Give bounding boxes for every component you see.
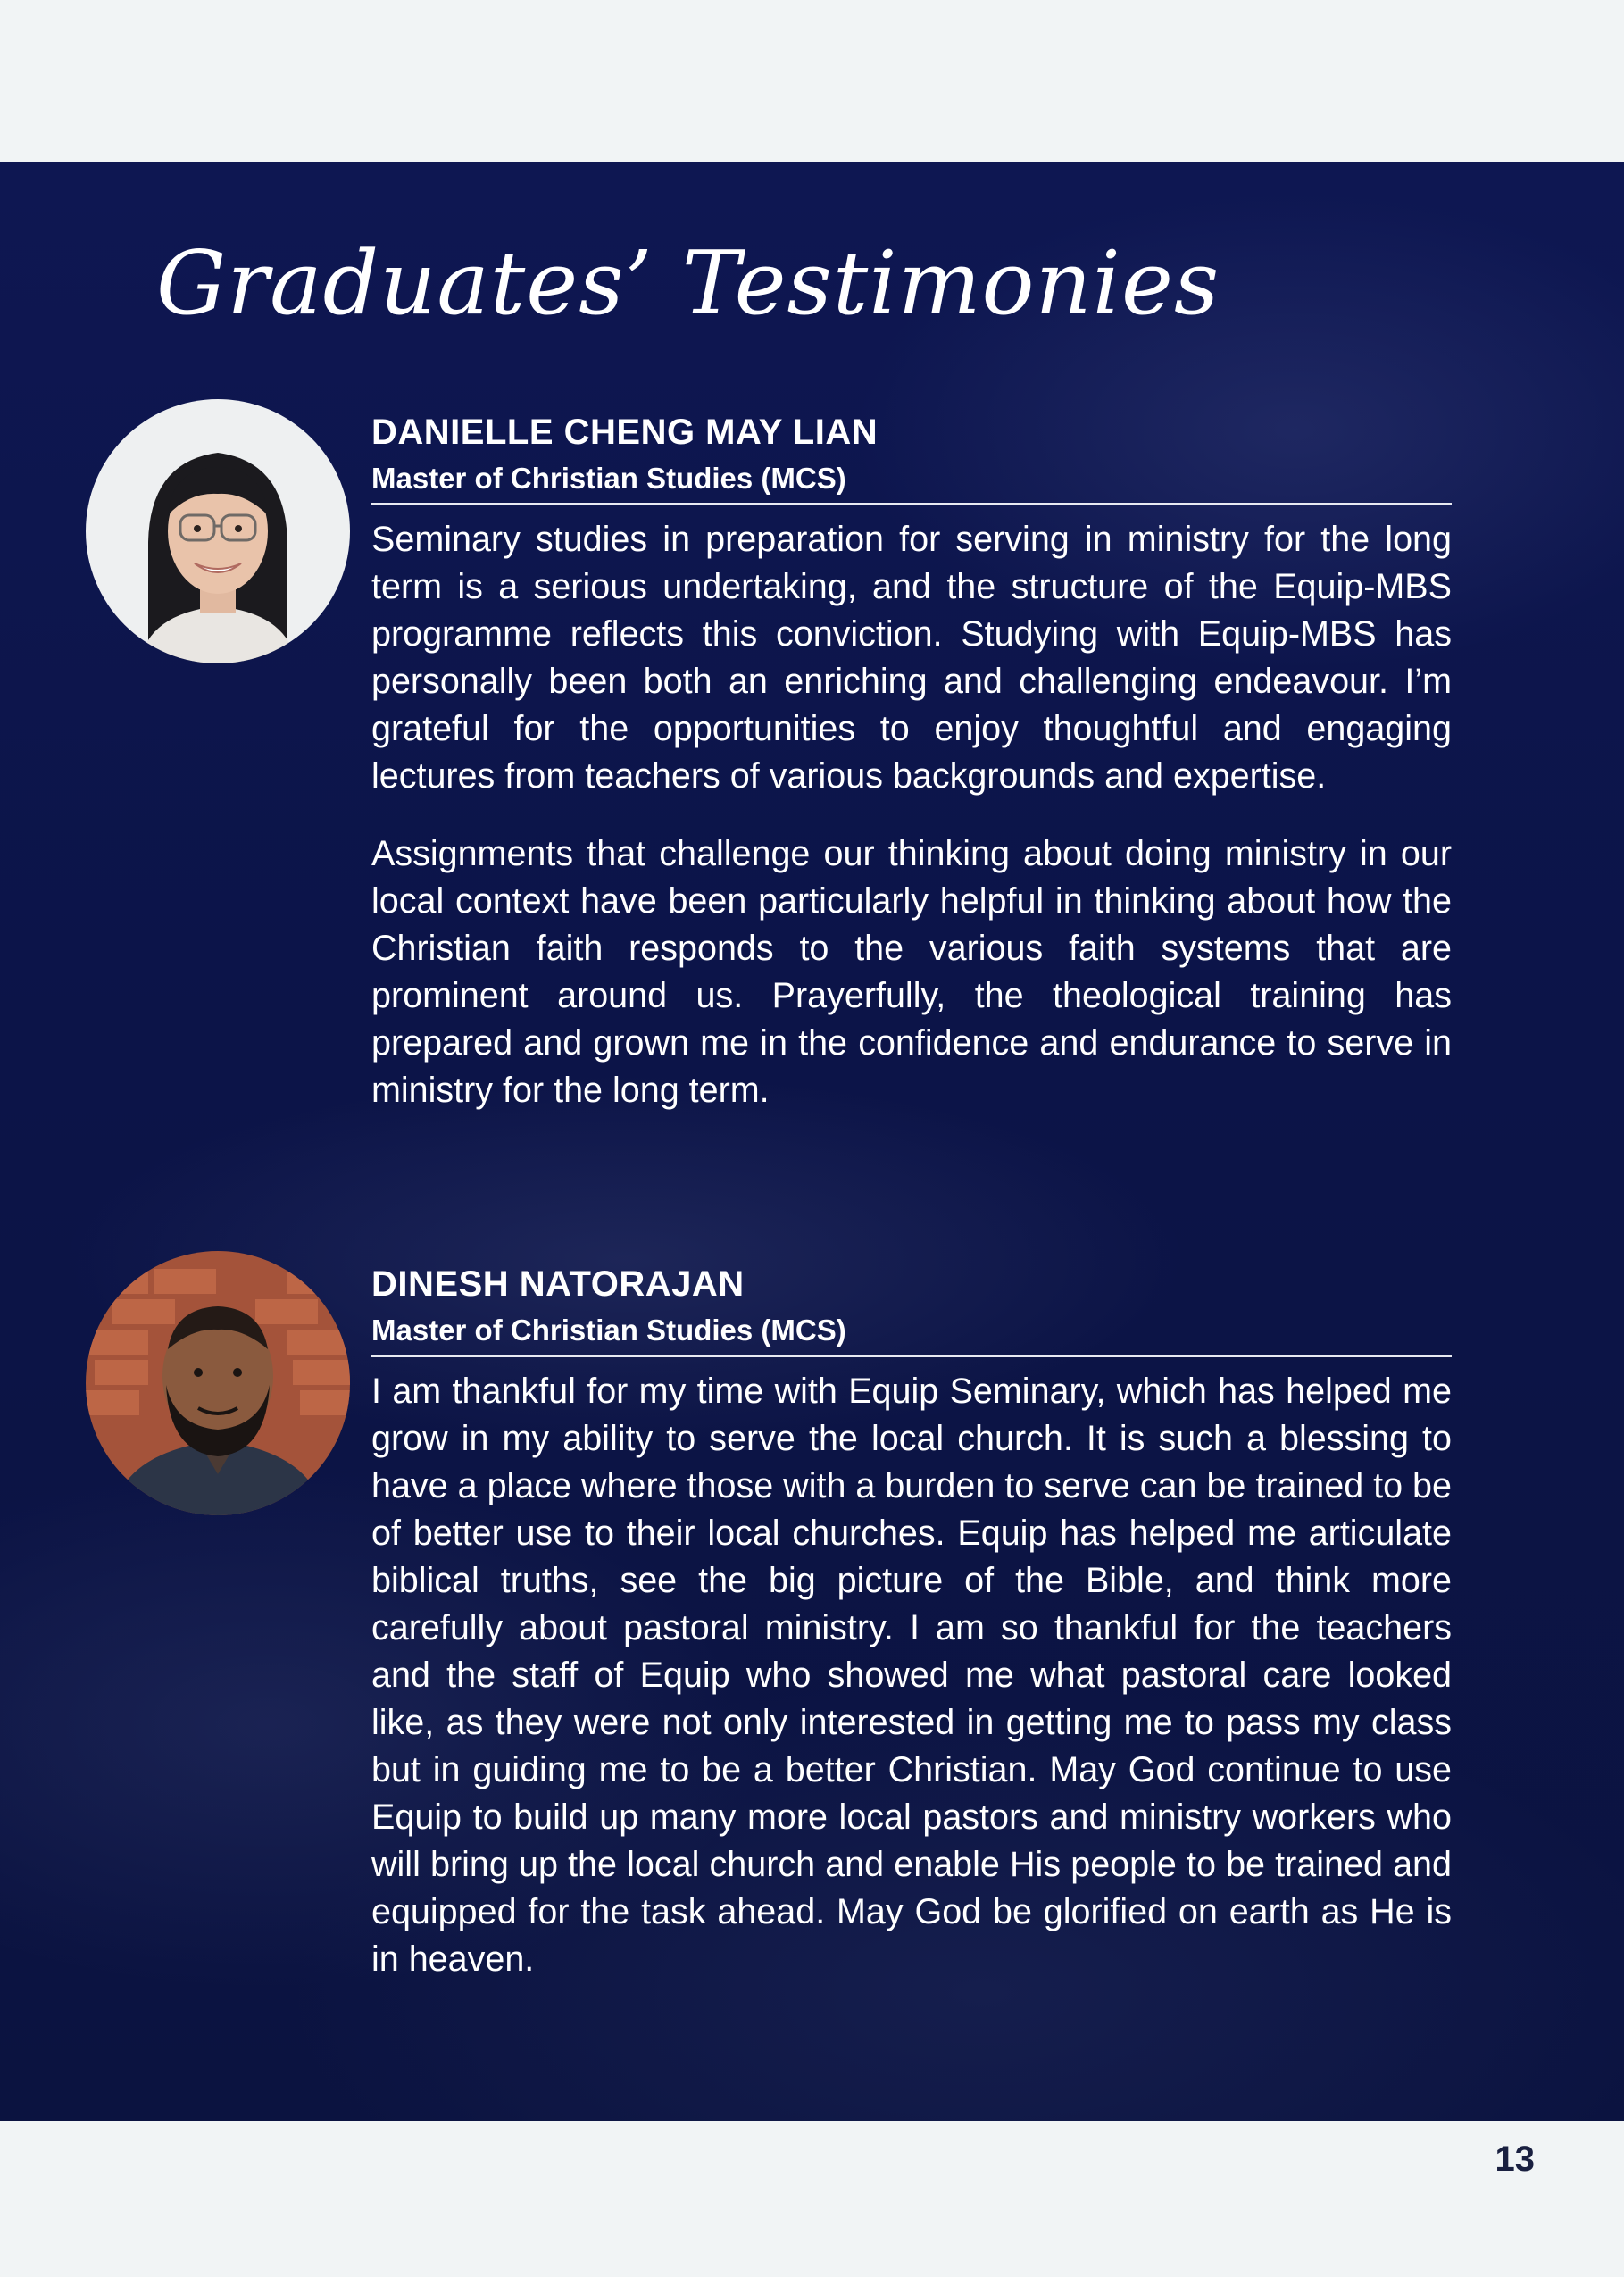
program-name: Master of Christian Studies (MCS) [371,1314,846,1347]
danielle-portrait [86,399,350,663]
footer [0,2121,1624,2277]
testimony-dinesh [371,1262,1452,2014]
divider-rule [371,1355,1452,1357]
top-margin [0,0,1624,162]
testimony-danielle [371,410,1452,1145]
page-title: Graduates’ Testimonies [156,233,1220,335]
testimony-paragraph: Seminary studies in preparation for serving in ministry for the long term is a serious undertaking, and the structure of the Equip-MBS programme reflects this conviction. Studying with Equip-MBS has personally been both an enriching and challenging endeavour. I’m grateful for the opportunities to enjoy thoughtful and engaging lectures from teachers of various backgrounds and expertise. [371,520,1452,796]
dinesh-portrait [86,1251,350,1515]
testimonies-panel [0,162,1624,2121]
page-number: 13 [1495,2139,1535,2179]
graduate-name: DINESH NATORAJAN [371,1264,745,1304]
divider-rule [371,503,1452,505]
testimony-paragraph: I am thankful for my time with Equip Seminary, which has helped me grow in my ability to serve the local church. It is such a blessing to have a place where those with a burden to serve can be trained to be of better use to their local churches. Equip has helped me articulate biblical truths, see the big picture of the Bible, and think more carefully about pastoral ministry. I am so thankful for the teachers and the staff of Equip who showed me what pastoral care looked like, as they were not only interested in getting me to pass my class but in guiding me to be a better Christian. May God continue to use Equip to build up many more local pastors and ministry workers who will bring up the local church and enable His people to be trained and equipped for the task ahead. May God be glorified on earth as He is in heaven. [371,1372,1452,1979]
graduate-name: DANIELLE CHENG MAY LIAN [371,413,879,452]
program-name: Master of Christian Studies (MCS) [371,462,846,495]
testimony-paragraph: Assignments that challenge our thinking about doing ministry in our local context have been particularly helpful in thinking about how the Christian faith responds to the various faith systems that are prominent around us. Prayerfully, the theological training has prepared and grown me in the confidence and endurance to serve in ministry for the long term. [371,834,1452,1110]
